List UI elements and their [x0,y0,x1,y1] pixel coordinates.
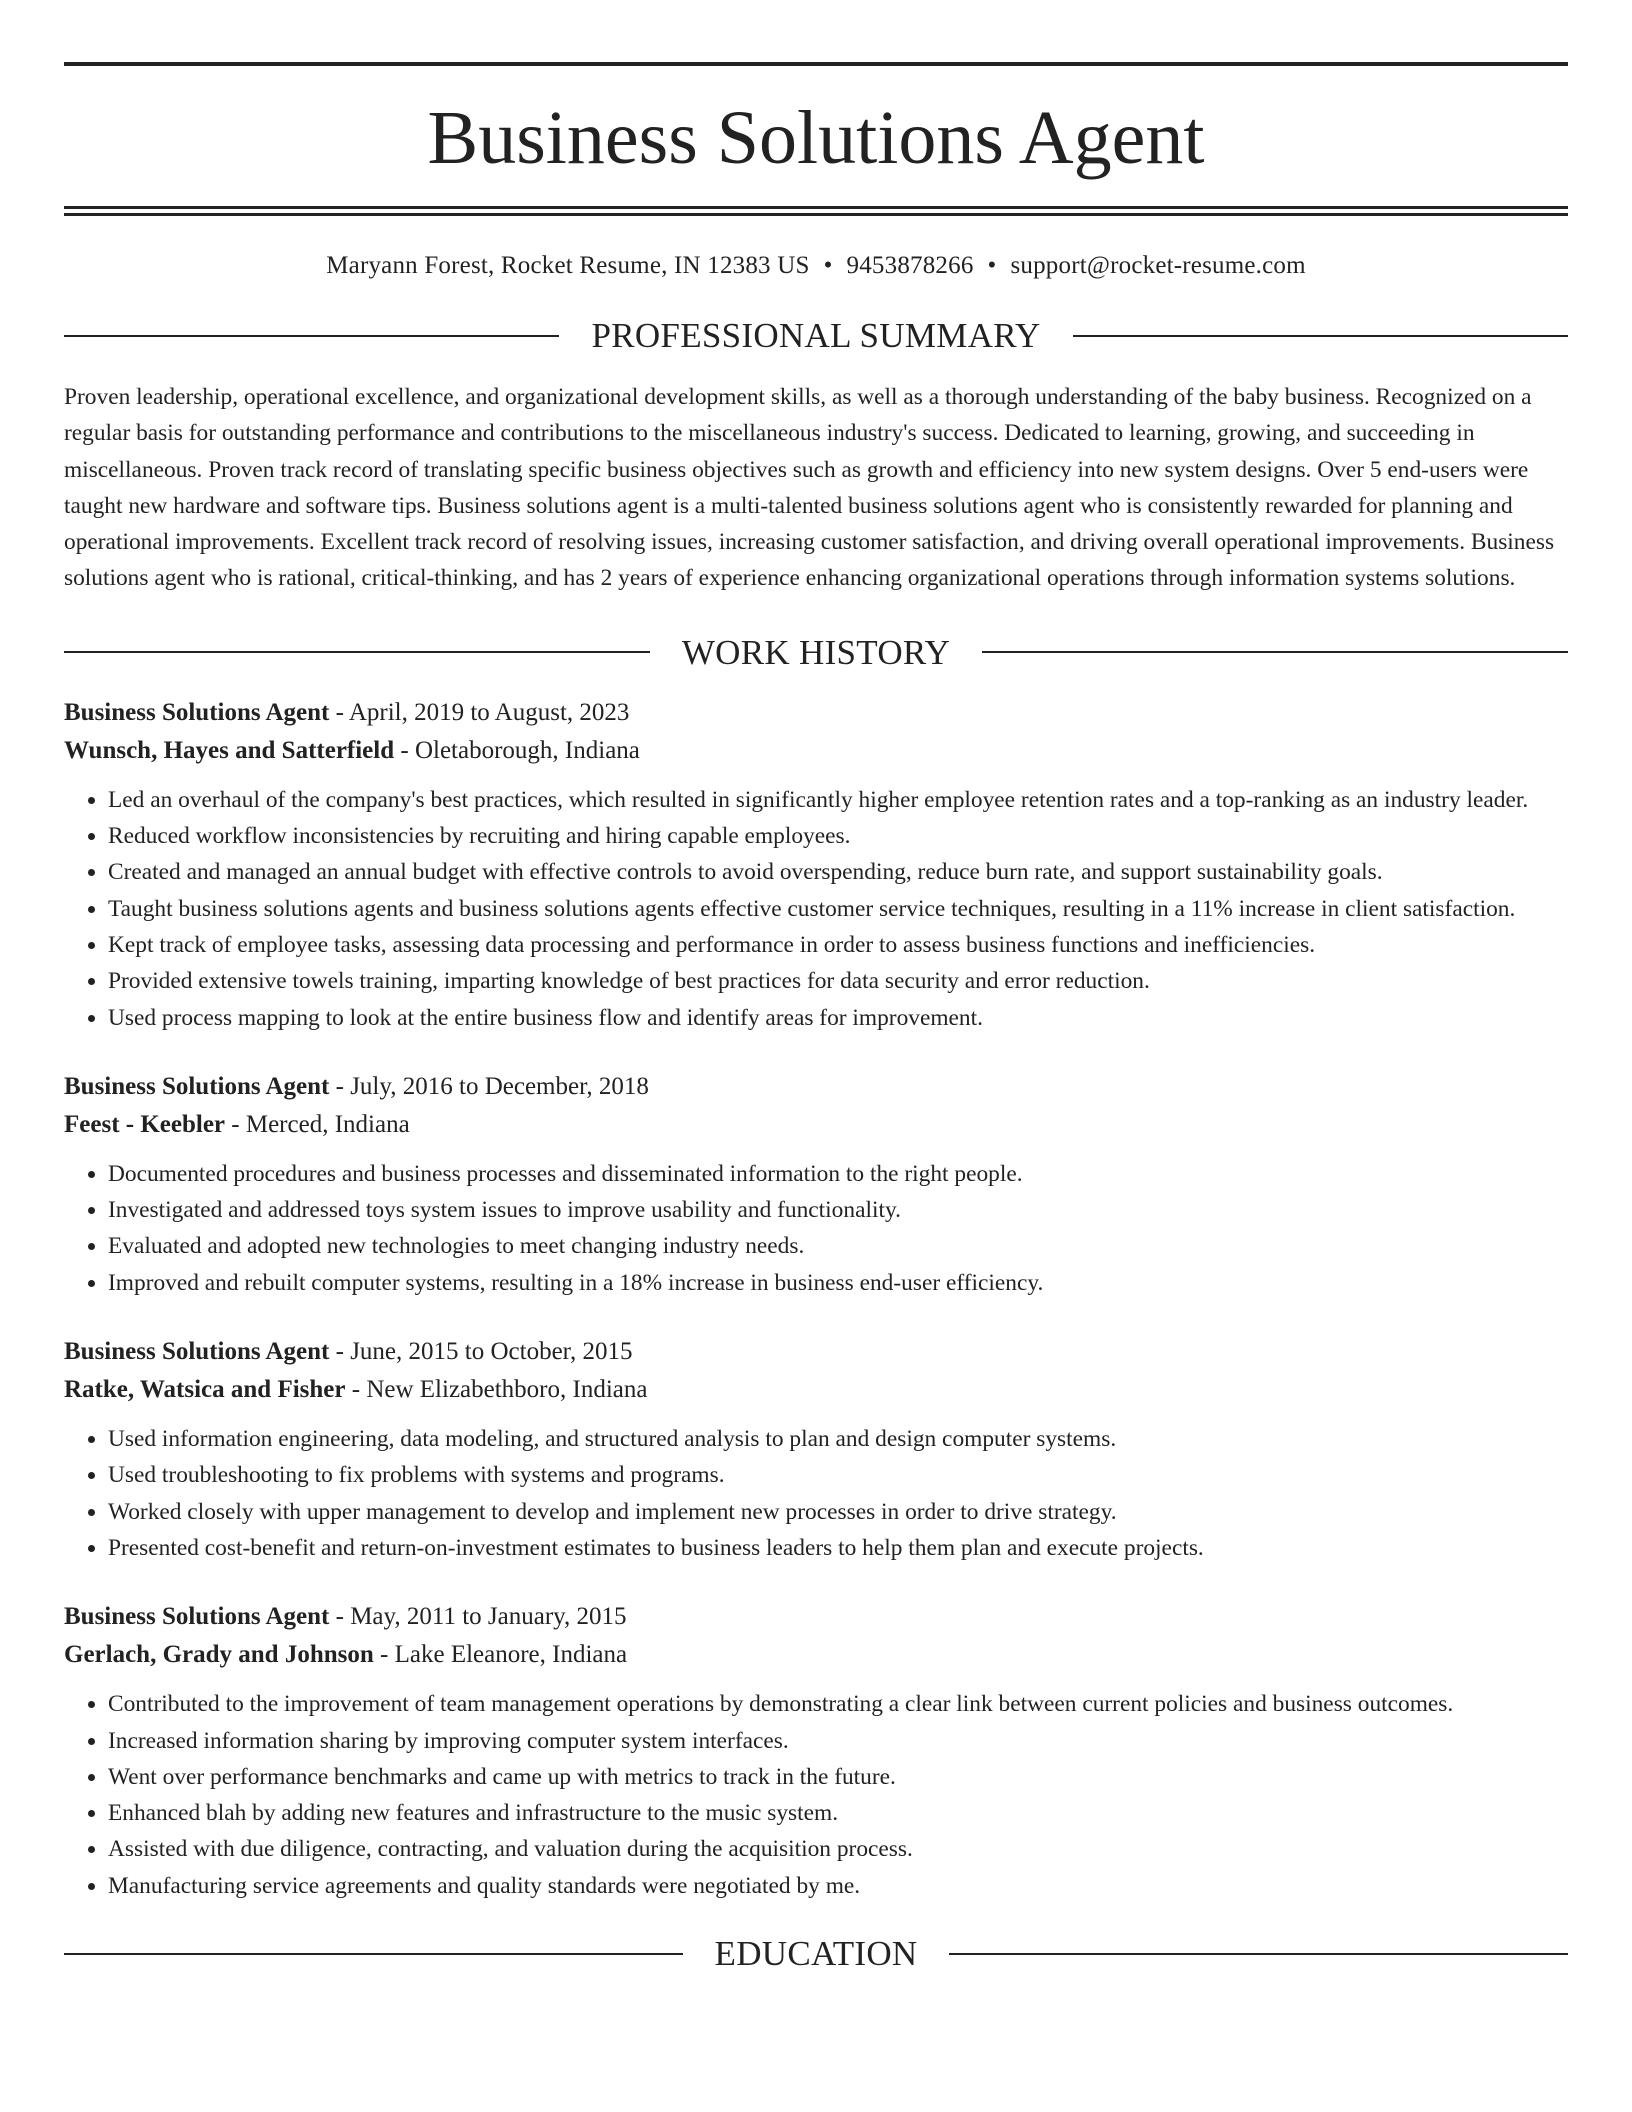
job-location: - New Elizabethboro, Indiana [351,1376,648,1404]
resume-title: Business Solutions Agent [427,96,1205,180]
job-bullets [64,782,1568,1036]
job-bullet: • Used troubleshooting to fix problems with systems and programs. [108,1457,1568,1493]
job-bullet: • Provided extensive towels training, imparting knowledge of best practices for data security and error reduction. [108,963,1568,999]
job-title-line [64,1333,1568,1371]
job-entry [64,694,1568,1036]
job-bullet: • Worked closely with upper management to develop and implement new processes in order to drive strategy. [108,1494,1568,1530]
job-company-line [64,732,1568,770]
contact-email: support@rocket-resume.com [1010,252,1306,279]
contact-address: Maryann Forest, Rocket Resume, IN 12383 US [326,252,810,279]
job-bullet: • Evaluated and adopted new technologies to meet changing industry needs. [108,1228,1568,1264]
job-bullet: • Contributed to the improvement of team management operations by demonstrating a clear link between current policies and business outcomes. [108,1686,1568,1722]
job-title-line [64,1598,1568,1636]
heading-rule-left [64,651,650,653]
job-bullet: • Created and managed an annual budget with effective controls to avoid overspending, reduce burn rate, and support sustainability goals. [108,854,1568,890]
section-heading-summary [64,318,1568,353]
job-bullet: • Reduced workflow inconsistencies by recruiting and hiring capable employees. [108,818,1568,854]
education-heading: EDUCATION [714,1934,918,1974]
job-bullet: • Improved and rebuilt computer systems, resulting in a 18% increase in business end-user efficiency. [108,1265,1568,1301]
job-entry [64,1333,1568,1566]
job-entry [64,1598,1568,1904]
work-history-heading: WORK HISTORY [681,632,951,672]
job-title: Business Solutions Agent [64,1338,330,1366]
contact-phone: 9453878266 [846,252,974,279]
job-dates: - April, 2019 to August, 2023 [335,698,630,726]
job-dates: - May, 2011 to January, 2015 [335,1603,627,1631]
job-company: Ratke, Watsica and Fisher [64,1376,346,1404]
job-bullet: • Investigated and addressed toys system issues to improve usability and functionality. [108,1192,1568,1228]
job-company: Gerlach, Grady and Johnson [64,1641,374,1669]
job-title: Business Solutions Agent [64,698,330,726]
header-top-rule [64,62,1568,66]
job-company-line [64,1371,1568,1409]
job-bullet: • Kept track of employee tasks, assessing data processing and performance in order to assess business functions and inefficiencies. [108,927,1568,963]
job-title: Business Solutions Agent [64,1072,330,1100]
section-heading-education [64,1934,1568,1974]
section-heading-work-history [64,632,1568,672]
job-bullet: • Documented procedures and business processes and disseminated information to the right people. [108,1156,1568,1192]
job-bullets [64,1156,1568,1301]
header-double-rule [64,206,1568,216]
heading-rule-left [64,1953,683,1955]
job-bullet: • Led an overhaul of the company's best practices, which resulted in significantly higher employee retention rates and a top-ranking as an industry leader. [108,782,1568,818]
job-bullet: • Taught business solutions agents and business solutions agents effective customer service techniques, resulting in a 11% increase in client satisfaction. [108,891,1568,927]
job-bullets [64,1421,1568,1566]
job-entry [64,1068,1568,1301]
heading-rule-right [949,1953,1568,1955]
contact-line [64,252,1568,280]
job-bullet: • Used process mapping to look at the entire business flow and identify areas for improvement. [108,1000,1568,1036]
job-bullets [64,1686,1568,1904]
job-bullet: • Used information engineering, data modeling, and structured analysis to plan and design computer systems. [108,1421,1568,1457]
resume-page [64,0,1568,1974]
job-bullet: • Went over performance benchmarks and came up with metrics to track in the future. [108,1759,1568,1795]
heading-rule-right [1073,335,1568,337]
job-dates: - July, 2016 to December, 2018 [335,1072,649,1100]
job-company-line [64,1636,1568,1674]
job-title-line [64,694,1568,732]
contact-separator: • [823,252,833,279]
job-company: Wunsch, Hayes and Satterfield [64,736,395,764]
summary-text: Proven leadership, operational excellence, and organizational development skills, as well as a thorough understanding of the baby business. Recognized on a regular basis for outstanding performance and contributions to the miscellaneous industry's success. Dedicated to learning, growing, and succeeding in miscellaneous. Proven track record of translating specific business objectives such as growth and efficiency into new system designs. Over 5 end-users were taught new hardware and software tips. Business solutions agent is a multi-talented business solutions agent who is consistently rewarded for planning and operational improvements. Excellent track record of resolving issues, increasing customer satisfaction, and driving overall operational improvements. Business solutions agent who is rational, critical-thinking, and has 2 years of experience enhancing organizational operations through information systems solutions. [64,384,1555,592]
job-location: - Oletaborough, Indiana [400,736,640,764]
job-bullet: • Assisted with due diligence, contracting, and valuation during the acquisition process. [108,1831,1568,1867]
job-company: Feest - Keebler [64,1110,226,1138]
summary-heading: PROFESSIONAL SUMMARY [591,316,1041,355]
job-list [64,694,1568,1904]
job-bullet: • Presented cost-benefit and return-on-investment estimates to business leaders to help them plan and execute projects. [108,1530,1568,1566]
contact-separator: • [987,252,997,279]
job-bullet: • Increased information sharing by improving computer system interfaces. [108,1723,1568,1759]
job-company-line [64,1106,1568,1144]
job-bullet: • Enhanced blah by adding new features and infrastructure to the music system. [108,1795,1568,1831]
job-location: - Lake Eleanore, Indiana [380,1641,628,1669]
job-bullet: • Manufacturing service agreements and quality standards were negotiated by me. [108,1868,1568,1904]
job-title-line [64,1068,1568,1106]
heading-rule-right [982,651,1568,653]
job-location: - Merced, Indiana [231,1110,410,1138]
job-dates: - June, 2015 to October, 2015 [335,1338,633,1366]
job-title: Business Solutions Agent [64,1603,330,1631]
heading-rule-left [64,335,559,337]
